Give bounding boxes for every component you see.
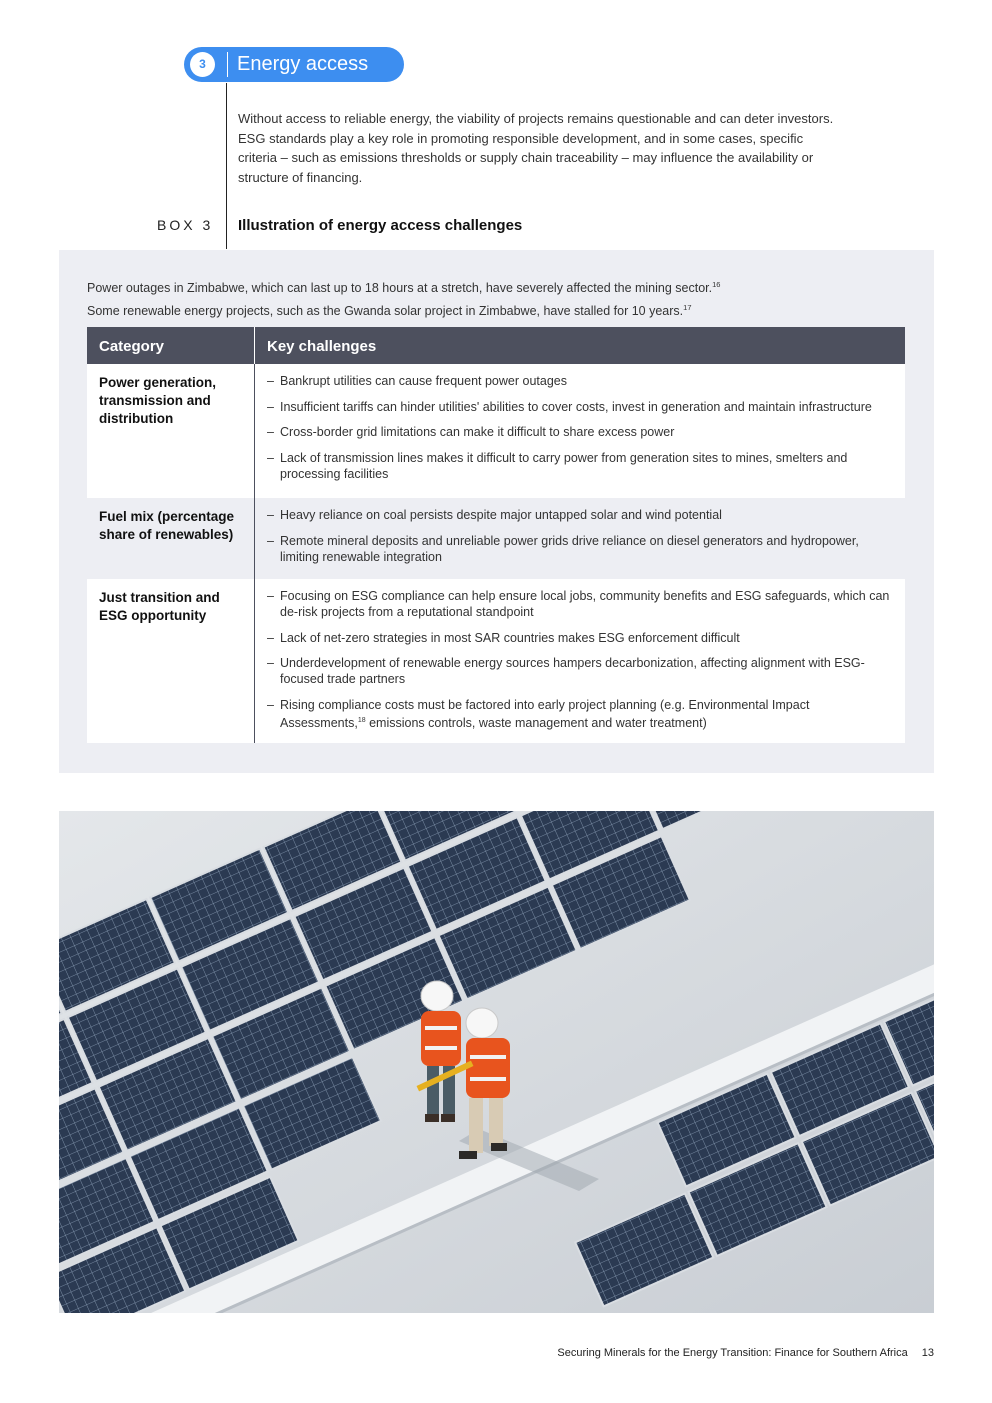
section-title: Energy access — [237, 53, 369, 75]
section-number: 3 — [190, 52, 215, 77]
challenge-item: – Underdevelopment of renewable energy sources hampers decarbonization, affecting alignment with ESG-focused trade partners — [267, 656, 865, 686]
challenge-item: – Heavy reliance on coal persists despite major untapped solar and wind potential — [267, 508, 722, 522]
table-row — [87, 364, 905, 498]
box-text-line-1: Power outages in Zimbabwe, which can last up to 18 hours at a stretch, have severely affected the mining sector. — [87, 281, 713, 296]
footer-subtitle: Finance for Southern Africa — [771, 1347, 908, 1359]
header-key-challenges: Key challenges — [267, 338, 377, 355]
table-row — [87, 579, 905, 743]
box-intro-text — [87, 275, 887, 321]
solar-roof-photo — [59, 811, 934, 1313]
challenge-item: – Lack of net-zero strategies in most SAR countries makes ESG enforcement difficult — [267, 630, 740, 645]
footer-title: Securing Minerals for the Energy Transition: — [557, 1347, 772, 1359]
box-title: Illustration of energy access challenges — [238, 217, 523, 234]
table-header — [87, 327, 905, 364]
row-category: Power generation, transmission and distribution — [87, 364, 255, 498]
challenge-item: – Rising compliance costs must be factored into early project planning (e.g. Environmental Impact Assessments,$^{18}$ emissions controls, waste management and water treatment) — [267, 697, 810, 730]
row-challenges — [255, 579, 905, 743]
table-row — [87, 498, 905, 579]
pill-divider — [227, 52, 228, 77]
row-category: Just transition and ESG opportunity — [87, 579, 255, 743]
page-footer — [557, 1347, 934, 1359]
challenge-item: – Remote mineral deposits and unreliable power grids drive reliance on diesel generators and hydropower, limiting renewable integration — [267, 533, 859, 564]
row-challenges — [255, 498, 905, 579]
challenge-item: – Cross-border grid limitations can make it difficult to share excess power — [267, 425, 675, 439]
footnote-ref: 17 — [683, 303, 692, 313]
box-label: BOX 3 — [157, 217, 214, 233]
challenge-item: – Focusing on ESG compliance can help ensure local jobs, community benefits and ESG safeguards, which can de-risk projects from a reputational standpoint — [267, 589, 890, 619]
intro-paragraph: Without access to reliable energy, the viability of projects remains questionable and can deter investors. ESG standards play a key role in promoting responsible development, and in some cases, specific criteria – such as emissions thresholds or supply chain traceability – may influence the availability or structure of financing. — [238, 111, 834, 185]
challenge-item: – Lack of transmission lines makes it difficult to carry power from generation sites to mines, smelters and processing facilities — [267, 450, 848, 481]
vertical-rule — [226, 83, 227, 249]
box-text-line-2: Some renewable energy projects, such as the Gwanda solar project in Zimbabwe, have stalled for 10 years. — [87, 304, 684, 319]
challenge-item: – Insufficient tariffs can hinder utilities' abilities to cover costs, invest in generation and maintain infrastructure — [267, 399, 872, 414]
solar-roof-illustration — [59, 811, 934, 1313]
box-panel — [59, 250, 934, 773]
row-category: Fuel mix (percentage share of renewables) — [87, 498, 255, 579]
page-number: 13 — [921, 1347, 934, 1359]
section-heading-pill — [184, 47, 404, 82]
challenge-item: – Bankrupt utilities can cause frequent power outages — [267, 374, 567, 388]
row-challenges — [255, 364, 905, 498]
footnote-ref: 18 — [357, 716, 366, 724]
challenges-table — [87, 327, 905, 743]
header-category: Category — [87, 327, 255, 364]
footnote-ref: 16 — [712, 280, 721, 289]
